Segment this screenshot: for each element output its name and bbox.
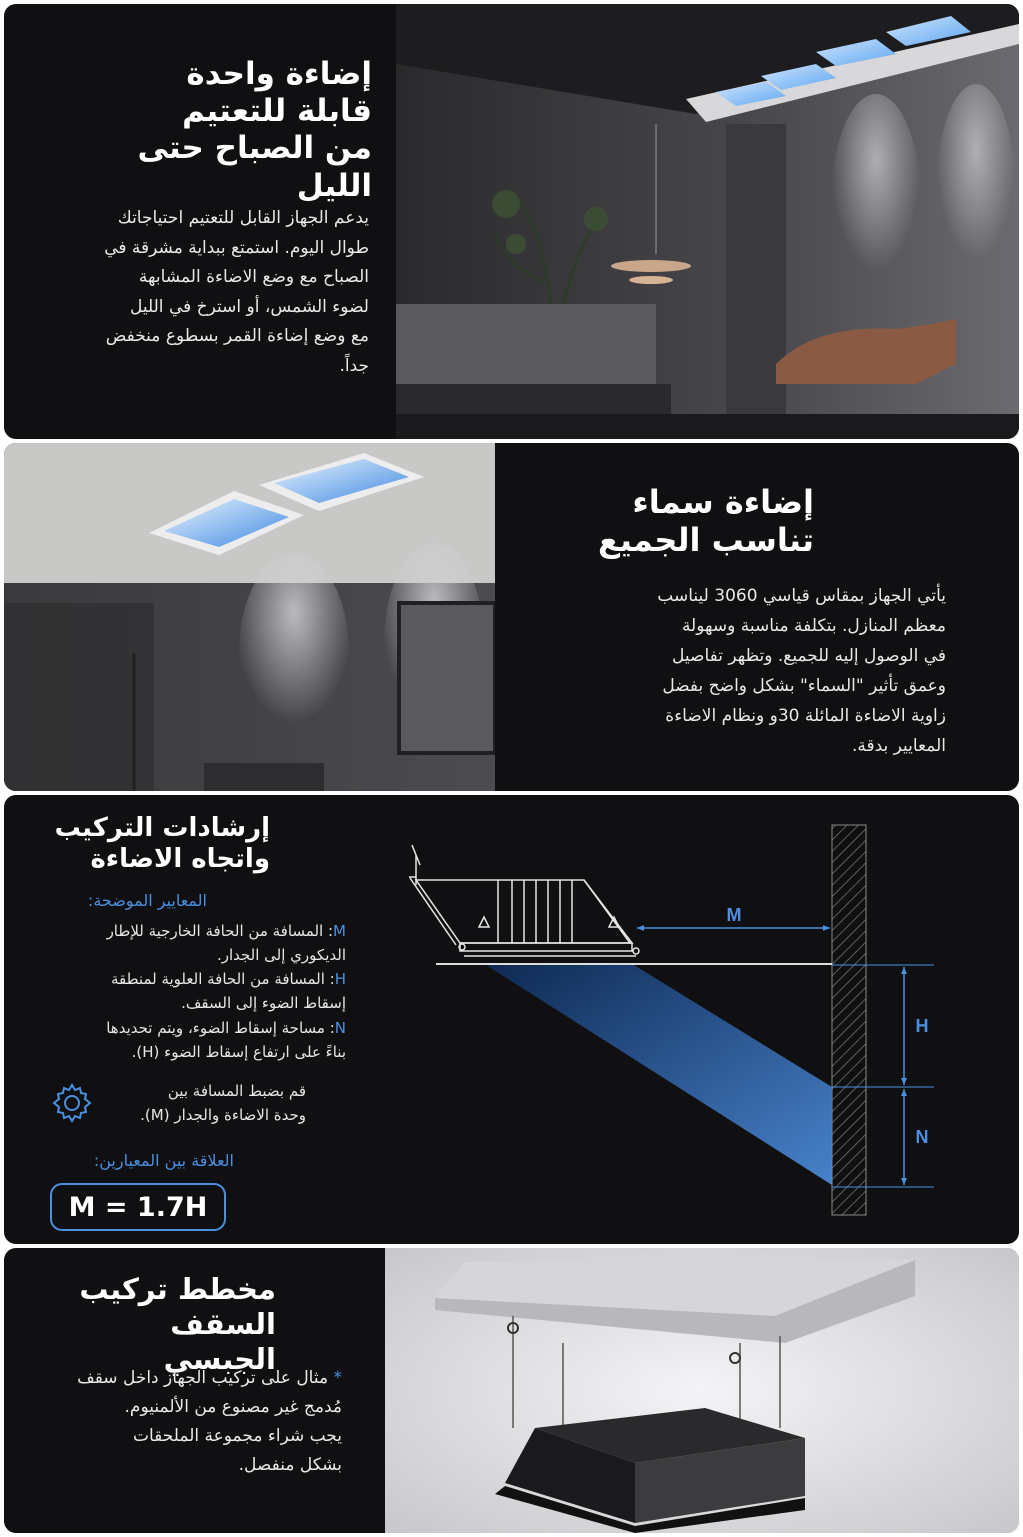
- title-line: إرشادات التركيب: [54, 813, 270, 843]
- standard-key: N: [334, 1019, 346, 1037]
- bedroom-panel: [4, 4, 1019, 439]
- text-line: المعايير بدقة.: [851, 736, 946, 756]
- mounting-kit-render: [385, 1248, 1019, 1533]
- text-line: طوال اليوم. استمتع ببداية مشرقة في: [104, 237, 369, 258]
- bathroom-photo: [4, 443, 495, 791]
- text-line: زاوية الاضاءة المائلة 30و ونظام الاضاءة: [665, 706, 946, 726]
- standard-text: : المسافة من الحافة الخارجية للإطار: [106, 922, 334, 940]
- section4-title: [50, 1272, 276, 1376]
- text-line: في الوصول إليه للجميع. وتظهر تفاصيل: [672, 646, 946, 666]
- standard-text: بناءً على ارتفاع إسقاط الضوء (H).: [131, 1043, 346, 1061]
- wall: [832, 825, 866, 1215]
- standard-item-m: [50, 919, 346, 967]
- tip-text: قم بضبط المسافة بين: [167, 1082, 306, 1100]
- text-line: معظم المنازل. بتكلفة مناسبة وسهولة: [681, 616, 946, 636]
- adjust-tip: [100, 1079, 306, 1127]
- text-line: يجب شراء مجموعة الملحقات: [132, 1426, 342, 1446]
- section2-description: [594, 581, 946, 761]
- text-line: يأتي الجهاز بمقاس قياسي 3060 ليناسب: [657, 586, 946, 606]
- light-beam: [486, 965, 832, 1185]
- text-line: جداً.: [339, 355, 369, 376]
- bathroom-panel: [4, 443, 1019, 791]
- section1-title: [52, 56, 372, 205]
- title-line: قابلة للتعتيم: [182, 93, 372, 130]
- standards-heading: المعايير الموضحة:: [87, 891, 207, 910]
- title-line: إضاءة سماء: [632, 483, 814, 521]
- formula-box: M = 1.7H: [50, 1183, 226, 1231]
- title-line: تناسب الجميع: [598, 521, 814, 560]
- text-line: مع وضع إضاءة القمر بسطوع منخفض: [105, 326, 369, 346]
- title-line: إضاءة واحدة: [186, 56, 372, 92]
- gear-icon: [50, 1081, 94, 1125]
- text-line: مُدمج غير مصنوع من الألمنيوم.: [124, 1397, 342, 1417]
- section3-title: [50, 813, 270, 875]
- text-line: مثال على تركيب الجهاز داخل سقف: [77, 1368, 329, 1388]
- section2-title: [594, 483, 814, 560]
- label-n: N: [915, 1127, 929, 1147]
- bedroom-photo: [396, 4, 1019, 439]
- label-h: H: [915, 1016, 929, 1036]
- standard-key: H: [334, 970, 346, 988]
- relation-heading: العلاقة بين المعيارين:: [93, 1151, 234, 1170]
- title-line: مخطط تركيب: [79, 1272, 276, 1306]
- title-line: من الصباح حتى الليل: [137, 130, 372, 204]
- gypsum-ceiling-panel: [4, 1248, 1019, 1533]
- text-line: لضوء الشمس، أو استرخ في الليل: [130, 296, 369, 317]
- label-m: M: [726, 905, 742, 925]
- standard-text: : المسافة من الحافة العلوية لمنطقة: [110, 970, 335, 988]
- standard-text: الديكوري إلى الجدار.: [216, 946, 346, 964]
- standard-key: M: [333, 922, 346, 940]
- installation-guide-panel: [4, 795, 1019, 1244]
- text-line: الصباح مع وضع الاضاءة المشابهة: [138, 267, 369, 287]
- standard-item-h: [50, 967, 346, 1015]
- text-line: وعمق تأثير "السماء" بشكل واضح بفضل: [662, 676, 946, 696]
- standard-text: : مساحة إسقاط الضوء، ويتم تحديدها: [106, 1019, 335, 1037]
- title-line: واتجاه الاضاءة: [90, 844, 270, 875]
- standard-text: إسقاط الضوء إلى السقف.: [181, 994, 346, 1012]
- text-line: بشكل منفصل.: [238, 1455, 342, 1475]
- installation-diagram: [404, 815, 944, 1225]
- light-fixture: [409, 845, 639, 956]
- title-line: السقف الجبسي: [163, 1306, 276, 1376]
- tip-text: وحدة الاضاءة والجدار (M).: [140, 1106, 306, 1124]
- section1-description: [51, 204, 369, 381]
- note-asterisk: *: [333, 1368, 342, 1388]
- text-line: يدعم الجهاز القابل للتعتيم احتياجاتك: [117, 208, 369, 228]
- section4-description: [50, 1364, 342, 1480]
- standard-item-n: [50, 1016, 346, 1064]
